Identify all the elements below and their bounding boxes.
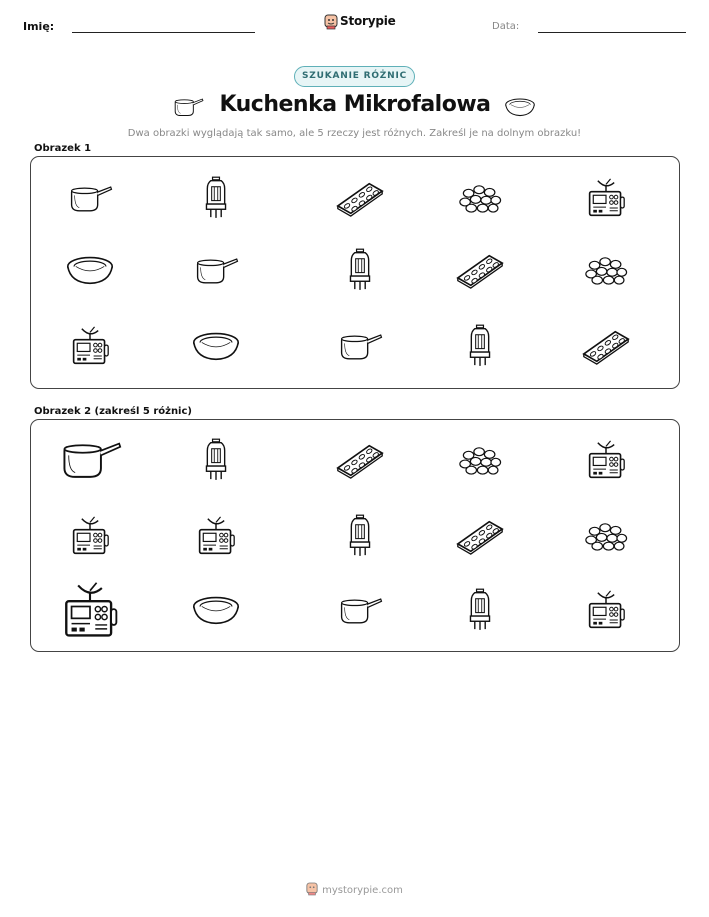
- beans-icon: [584, 519, 628, 554]
- radio-icon: [196, 515, 236, 557]
- pot-icon: [193, 255, 239, 286]
- radio-icon: [586, 177, 626, 219]
- name-label: Imię:: [23, 20, 55, 33]
- tube-icon: [467, 324, 493, 368]
- bowl-icon: [191, 594, 241, 626]
- tray-icon: [454, 518, 506, 555]
- picture-2-label: Obrazek 2 (zakreśl 5 różnic): [34, 406, 192, 417]
- pot-icon: [337, 331, 383, 362]
- footer: [0, 882, 709, 896]
- storypie-mascot-icon: [324, 14, 338, 30]
- tray-icon: [334, 180, 386, 217]
- beans-icon: [584, 253, 628, 288]
- tube-icon: [467, 588, 493, 632]
- date-label: Data:: [492, 21, 520, 32]
- pot-icon: [172, 96, 204, 118]
- tray-icon: [580, 328, 632, 365]
- radio-icon: [586, 589, 626, 631]
- tray-icon: [334, 442, 386, 479]
- tube-icon: [347, 514, 373, 558]
- tube-icon: [203, 176, 229, 220]
- tube-icon: [347, 248, 373, 292]
- date-input-line[interactable]: [538, 32, 686, 33]
- pot-icon: [337, 595, 383, 626]
- radio-icon: [70, 325, 110, 367]
- radio-icon: [586, 439, 626, 481]
- pot-icon: [58, 438, 122, 481]
- radio-icon: [70, 515, 110, 557]
- radio-icon: [61, 580, 119, 641]
- tray-icon: [454, 252, 506, 289]
- page-title: Kuchenka Mikrofalowa: [219, 92, 491, 117]
- storypie-mascot-icon: [306, 882, 318, 896]
- pot-icon: [67, 183, 113, 214]
- worksheet-type-badge: SZUKANIE RÓŻNIC: [294, 66, 415, 87]
- beans-icon: [458, 443, 502, 478]
- brand-logo: [324, 13, 396, 33]
- bowl-icon: [504, 96, 536, 118]
- footer-url: mystorypie.com: [322, 885, 403, 896]
- brand-name: Storypie: [340, 14, 396, 28]
- bowl-icon: [191, 330, 241, 362]
- name-input-line[interactable]: [72, 32, 255, 33]
- tube-icon: [203, 438, 229, 482]
- bowl-icon: [65, 254, 115, 286]
- instructions: Dwa obrazki wyglądają tak samo, ale 5 rzeczy jest różnych. Zakreśl je na dolnym obrazku!: [127, 128, 582, 139]
- picture-1-label: Obrazek 1: [34, 143, 92, 154]
- beans-icon: [458, 181, 502, 216]
